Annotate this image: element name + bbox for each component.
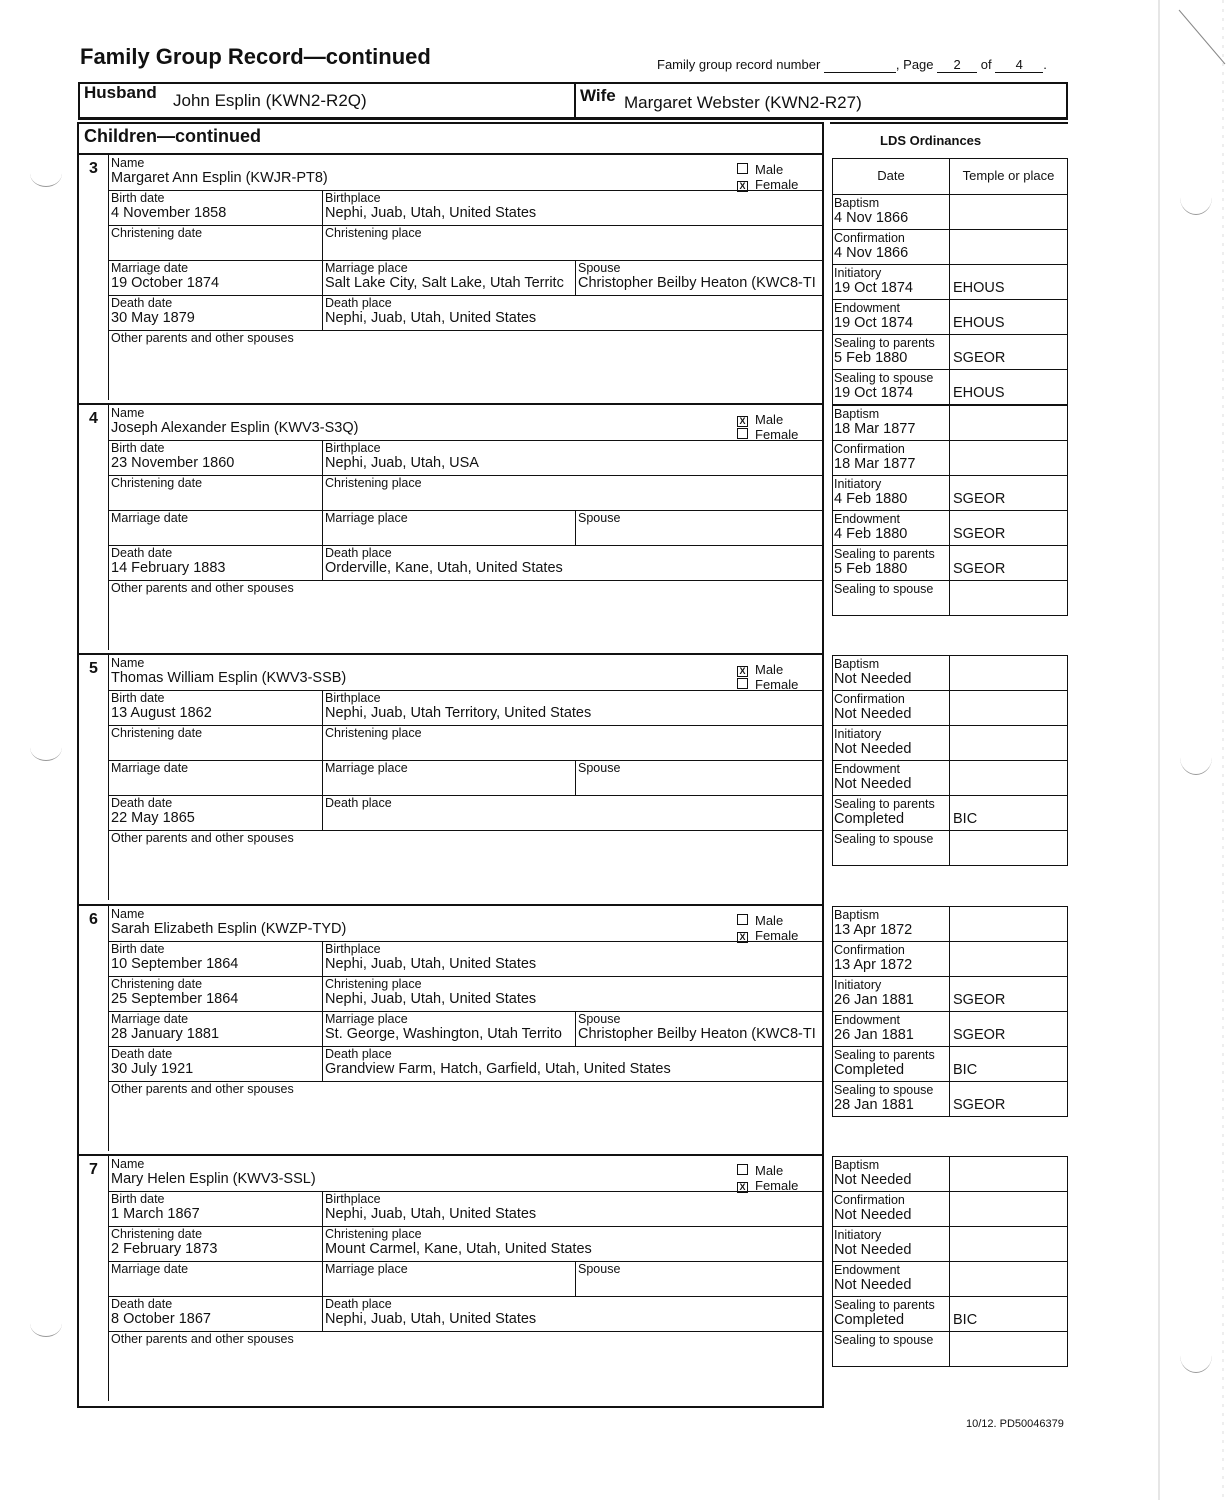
birthplace-value: Nephi, Juab, Utah, USA	[325, 456, 479, 471]
birthplace-value: Nephi, Juab, Utah, United States	[325, 206, 537, 221]
lds-head-right	[1067, 158, 1068, 194]
christening-place-label: Christening place	[325, 1227, 422, 1241]
death-date-label: Death date	[111, 1297, 173, 1311]
field-row-rule	[108, 1011, 822, 1012]
endowment-label: Endowment	[834, 1263, 901, 1277]
death-place-label: Death place	[325, 1047, 392, 1061]
child-name: Mary Helen Esplin (KWV3-SSL)	[111, 1172, 316, 1187]
death-place-value: Nephi, Juab, Utah, United States	[325, 1312, 537, 1327]
child-field-left-rule	[108, 155, 109, 400]
husband-wife-divider	[574, 82, 576, 120]
spouse-label: Spouse	[578, 761, 621, 775]
female-checkbox[interactable]	[737, 677, 798, 692]
spouse-label: Spouse	[578, 511, 621, 525]
female-checkbox-box[interactable]: X	[737, 181, 748, 192]
form-code: 10/12. PD50046379	[966, 1418, 1064, 1430]
death-date-value: 22 May 1865	[111, 811, 195, 826]
sealing-to-spouse-date: 28 Jan 1881	[834, 1098, 914, 1113]
male-label: Male	[755, 162, 784, 177]
lds-row-rule	[832, 1081, 1068, 1082]
lds-row-rule	[832, 725, 1068, 726]
female-checkbox-box[interactable]: X	[737, 1182, 748, 1193]
endowment-label: Endowment	[834, 301, 901, 315]
child-number: 5	[89, 660, 98, 677]
christening-place-value: Nephi, Juab, Utah, United States	[325, 992, 537, 1007]
lds-row-rule	[832, 1116, 1068, 1117]
female-label: Female	[755, 677, 799, 692]
lds-block-top-rule	[832, 194, 1068, 195]
birth-date-label: Birth date	[111, 441, 165, 455]
confirmation-date: Not Needed	[834, 707, 912, 722]
sealing-to-parents-label: Sealing to parents	[834, 1048, 935, 1062]
baptism-label: Baptism	[834, 908, 880, 922]
marriage-place-label: Marriage place	[325, 261, 408, 275]
confirmation-label: Confirmation	[834, 442, 905, 456]
birthplace-label: Birthplace	[325, 942, 381, 956]
birthplace-value: Nephi, Juab, Utah, United States	[325, 1207, 537, 1222]
sealing-to-spouse-date: 19 Oct 1874	[834, 386, 913, 401]
initiatory-place: SGEOR	[953, 993, 1006, 1008]
christening-date-value: 2 February 1873	[111, 1242, 218, 1257]
death-date-label: Death date	[111, 1047, 173, 1061]
male-checkbox-box[interactable]	[737, 914, 748, 925]
initiatory-label: Initiatory	[834, 978, 882, 992]
female-checkbox-box[interactable]	[737, 428, 748, 439]
male-checkbox[interactable]	[737, 913, 783, 928]
child-number: 4	[89, 410, 98, 427]
sealing-to-parents-place: BIC	[953, 812, 978, 827]
initiatory-label: Initiatory	[834, 266, 882, 280]
lds-block-top-rule	[832, 1156, 1068, 1157]
child-field-left-rule	[108, 1156, 109, 1401]
name-label: Name	[111, 156, 145, 170]
sealing-to-parents-label: Sealing to parents	[834, 547, 935, 561]
spouse-label: Spouse	[578, 1012, 621, 1026]
field-row-rule	[108, 225, 822, 226]
child-field-left-rule	[108, 405, 109, 650]
field-col-rule	[322, 190, 323, 330]
sealing-to-parents-place: BIC	[953, 1063, 978, 1078]
lds-row-rule	[832, 760, 1068, 761]
christening-date-label: Christening date	[111, 726, 203, 740]
sealing-to-parents-place: BIC	[953, 1313, 978, 1328]
lds-row-rule	[832, 941, 1068, 942]
field-row-rule	[108, 725, 822, 726]
husband-label: Husband	[84, 83, 157, 102]
other-parents-label: Other parents and other spouses	[111, 331, 294, 345]
child-block-top-rule	[79, 1154, 822, 1156]
sealing-to-parents-place: SGEOR	[953, 562, 1006, 577]
baptism-date: Not Needed	[834, 1173, 912, 1188]
sealing-to-spouse-place: SGEOR	[953, 1098, 1006, 1113]
baptism-date: 13 Apr 1872	[834, 923, 913, 938]
field-row-rule	[108, 260, 822, 261]
confirmation-label: Confirmation	[834, 692, 905, 706]
death-date-label: Death date	[111, 796, 173, 810]
endowment-place: SGEOR	[953, 1028, 1006, 1043]
page-number: 2	[937, 57, 977, 73]
death-place-value: Grandview Farm, Hatch, Garfield, Utah, United States	[325, 1062, 671, 1077]
sealing-to-parents-date: Completed	[834, 1313, 905, 1328]
child-name: Thomas William Esplin (KWV3-SSB)	[111, 671, 347, 686]
field-col-rule	[322, 440, 323, 580]
lds-row-rule	[832, 1331, 1068, 1332]
birthplace-label: Birthplace	[325, 1192, 381, 1206]
child-field-left-rule	[108, 655, 109, 900]
child-name: Joseph Alexander Esplin (KWV3-S3Q)	[111, 421, 359, 436]
baptism-date: Not Needed	[834, 672, 912, 687]
death-date-label: Death date	[111, 296, 173, 310]
female-checkbox[interactable]	[737, 1178, 798, 1193]
christening-date-label: Christening date	[111, 1227, 203, 1241]
christening-date-value: 25 September 1864	[111, 992, 239, 1007]
baptism-label: Baptism	[834, 196, 880, 210]
child-field-left-rule	[108, 906, 109, 1151]
record-number-label: Family group record number	[657, 57, 821, 72]
baptism-label: Baptism	[834, 407, 880, 421]
death-place-value: Orderville, Kane, Utah, United States	[325, 561, 563, 576]
lds-block-top-rule	[832, 655, 1068, 656]
female-label: Female	[755, 1178, 799, 1193]
field-row-rule	[108, 1296, 822, 1297]
child-block-top-rule	[79, 653, 822, 655]
sealing-to-parents-date: Completed	[834, 1063, 905, 1078]
page-label: , Page	[895, 57, 934, 72]
lds-row-rule	[832, 1191, 1068, 1192]
marriage-date-label: Marriage date	[111, 1262, 189, 1276]
confirmation-label: Confirmation	[834, 1193, 905, 1207]
sealing-to-spouse-label: Sealing to spouse	[834, 832, 934, 846]
birth-date-label: Birth date	[111, 191, 165, 205]
initiatory-label: Initiatory	[834, 1228, 882, 1242]
lds-row-rule	[832, 830, 1068, 831]
marriage-date-value: 19 October 1874	[111, 276, 220, 291]
initiatory-label: Initiatory	[834, 477, 882, 491]
initiatory-label: Initiatory	[834, 727, 882, 741]
female-checkbox[interactable]	[737, 928, 798, 943]
field-row-rule	[108, 795, 822, 796]
initiatory-date: 4 Feb 1880	[834, 492, 908, 507]
initiatory-date: Not Needed	[834, 742, 912, 757]
husband-name: John Esplin (KWN2-R2Q)	[173, 91, 367, 110]
field-row-rule	[108, 1191, 822, 1192]
page-title: Family Group Record—continued	[80, 44, 431, 69]
field-row-rule	[108, 1046, 822, 1047]
lds-row-rule	[832, 1261, 1068, 1262]
name-label: Name	[111, 656, 145, 670]
spouse-col-rule	[575, 760, 576, 795]
confirmation-label: Confirmation	[834, 231, 905, 245]
male-checkbox-box[interactable]	[737, 163, 748, 174]
birth-date-label: Birth date	[111, 1192, 165, 1206]
death-place-label: Death place	[325, 296, 392, 310]
marriage-date-value: 28 January 1881	[111, 1027, 220, 1042]
sealing-to-spouse-place: EHOUS	[953, 386, 1005, 401]
initiatory-date: 26 Jan 1881	[834, 993, 914, 1008]
birth-date-value: 1 March 1867	[111, 1207, 200, 1222]
child-number: 3	[89, 160, 98, 177]
female-checkbox-box[interactable]	[737, 678, 748, 689]
lds-row-rule	[832, 1366, 1068, 1367]
lds-row-rule	[832, 510, 1068, 511]
sealing-to-parents-date: Completed	[834, 812, 905, 827]
male-label: Male	[755, 913, 784, 928]
lds-row-rule	[832, 545, 1068, 546]
binder-hole	[30, 160, 62, 187]
lds-place-header: Temple or place	[962, 168, 1055, 183]
christening-date-label: Christening date	[111, 977, 203, 991]
endowment-label: Endowment	[834, 1013, 901, 1027]
christening-place-value: Mount Carmel, Kane, Utah, United States	[325, 1242, 592, 1257]
field-row-rule	[108, 1261, 822, 1262]
child-block-top-rule	[79, 904, 822, 906]
initiatory-place: EHOUS	[953, 281, 1005, 296]
name-label: Name	[111, 1157, 145, 1171]
christening-date-label: Christening date	[111, 476, 203, 490]
lds-block-top-rule	[832, 405, 1068, 406]
lds-row-rule	[832, 334, 1068, 335]
confirmation-date: 18 Mar 1877	[834, 457, 916, 472]
field-row-rule	[108, 760, 822, 761]
male-label: Male	[755, 412, 784, 427]
lds-row-rule	[832, 615, 1068, 616]
binder-hole	[30, 734, 62, 761]
children-frame-bottom	[77, 1406, 824, 1408]
field-col-rule	[322, 690, 323, 830]
field-row-rule	[108, 190, 822, 191]
marriage-place-label: Marriage place	[325, 1012, 408, 1026]
sealing-to-spouse-label: Sealing to spouse	[834, 582, 934, 596]
page-edge-sleeve	[1149, 0, 1229, 1500]
endowment-place: EHOUS	[953, 316, 1005, 331]
endowment-date: Not Needed	[834, 1278, 912, 1293]
field-row-rule	[108, 545, 822, 546]
death-place-value: Nephi, Juab, Utah, United States	[325, 311, 537, 326]
marriage-place-label: Marriage place	[325, 1262, 408, 1276]
endowment-place: SGEOR	[953, 527, 1006, 542]
marriage-date-label: Marriage date	[111, 1012, 189, 1026]
name-label: Name	[111, 907, 145, 921]
wife-name: Margaret Webster (KWN2-R27)	[624, 93, 862, 112]
marriage-date-label: Marriage date	[111, 761, 189, 775]
death-date-value: 30 May 1879	[111, 311, 195, 326]
birthplace-label: Birthplace	[325, 191, 381, 205]
children-section-title: Children—continued	[84, 126, 261, 146]
sealing-to-parents-label: Sealing to parents	[834, 336, 935, 350]
death-date-label: Death date	[111, 546, 173, 560]
child-name: Sarah Elizabeth Esplin (KWZP-TYD)	[111, 922, 347, 937]
birthplace-value: Nephi, Juab, Utah Territory, United States	[325, 706, 592, 721]
marriage-place-value: St. George, Washington, Utah Territo	[325, 1027, 562, 1042]
child-name: Margaret Ann Esplin (KWJR-PT8)	[111, 171, 328, 186]
spouse-label: Spouse	[578, 261, 621, 275]
death-date-value: 14 February 1883	[111, 561, 226, 576]
death-place-label: Death place	[325, 796, 392, 810]
lds-row-rule	[832, 264, 1068, 265]
sealing-to-parents-label: Sealing to parents	[834, 797, 935, 811]
baptism-label: Baptism	[834, 657, 880, 671]
lds-row-rule	[832, 865, 1068, 866]
endowment-date: 19 Oct 1874	[834, 316, 913, 331]
male-checkbox-box[interactable]: X	[737, 666, 748, 677]
lds-block-top-rule	[832, 906, 1068, 907]
initiatory-date: Not Needed	[834, 1243, 912, 1258]
other-parents-label: Other parents and other spouses	[111, 581, 294, 595]
child-number: 7	[89, 1161, 98, 1178]
birthplace-label: Birthplace	[325, 441, 381, 455]
wife-label: Wife	[580, 86, 616, 105]
female-label: Female	[755, 177, 799, 192]
christening-place-label: Christening place	[325, 977, 422, 991]
endowment-date: Not Needed	[834, 777, 912, 792]
sealing-to-parents-date: 5 Feb 1880	[834, 562, 908, 577]
birth-date-label: Birth date	[111, 942, 165, 956]
female-checkbox-box[interactable]: X	[737, 932, 748, 943]
lds-row-rule	[832, 299, 1068, 300]
lds-date-header: Date	[877, 168, 905, 183]
page-indicator: Family group record number , Page 2 of 4 .	[657, 57, 1047, 72]
female-checkbox[interactable]	[737, 427, 798, 442]
male-checkbox-box[interactable]	[737, 1164, 748, 1175]
birth-date-label: Birth date	[111, 691, 165, 705]
lds-row-rule	[832, 795, 1068, 796]
birth-date-value: 10 September 1864	[111, 957, 239, 972]
marriage-date-label: Marriage date	[111, 511, 189, 525]
endowment-label: Endowment	[834, 762, 901, 776]
lds-row-rule	[832, 475, 1068, 476]
birthplace-value: Nephi, Juab, Utah, United States	[325, 957, 537, 972]
lds-row-rule	[832, 1011, 1068, 1012]
marriage-place-label: Marriage place	[325, 511, 408, 525]
lds-row-rule	[832, 1226, 1068, 1227]
field-row-rule	[108, 510, 822, 511]
baptism-date: 4 Nov 1866	[834, 211, 909, 226]
confirmation-date: Not Needed	[834, 1208, 912, 1223]
female-checkbox[interactable]	[737, 177, 798, 192]
baptism-date: 18 Mar 1877	[834, 422, 916, 437]
male-checkbox[interactable]	[737, 1163, 783, 1178]
endowment-date: 4 Feb 1880	[834, 527, 908, 542]
male-label: Male	[755, 662, 784, 677]
confirmation-date: 4 Nov 1866	[834, 246, 909, 261]
lds-row-rule	[832, 976, 1068, 977]
baptism-label: Baptism	[834, 1158, 880, 1172]
lds-row-rule	[832, 690, 1068, 691]
christening-date-label: Christening date	[111, 226, 203, 240]
field-row-rule	[108, 941, 822, 942]
female-label: Female	[755, 928, 799, 943]
child-block-top-rule	[79, 403, 822, 405]
other-parents-label: Other parents and other spouses	[111, 831, 294, 845]
child-block-top-rule	[79, 153, 822, 155]
sealing-to-parents-date: 5 Feb 1880	[834, 351, 908, 366]
christening-place-label: Christening place	[325, 226, 422, 240]
endowment-date: 26 Jan 1881	[834, 1028, 914, 1043]
field-row-rule	[108, 690, 822, 691]
lds-row-rule	[832, 580, 1068, 581]
lds-row-rule	[832, 440, 1068, 441]
name-label: Name	[111, 406, 145, 420]
christening-place-label: Christening place	[325, 476, 422, 490]
spouse-value: Christopher Beilby Heaton (KWC8-TI	[578, 276, 816, 291]
spouse-col-rule	[575, 1011, 576, 1046]
initiatory-date: 19 Oct 1874	[834, 281, 913, 296]
of-label: of	[980, 57, 992, 72]
lds-ordinances-title: LDS Ordinances	[880, 133, 982, 148]
other-parents-label: Other parents and other spouses	[111, 1332, 294, 1346]
birth-date-value: 13 August 1862	[111, 706, 212, 721]
field-row-rule	[108, 475, 822, 476]
male-checkbox[interactable]	[737, 662, 783, 677]
child-number: 6	[89, 911, 98, 928]
lds-row-rule	[832, 1296, 1068, 1297]
marriage-date-label: Marriage date	[111, 261, 189, 275]
sealing-to-spouse-label: Sealing to spouse	[834, 1333, 934, 1347]
field-col-rule	[322, 941, 323, 1081]
confirmation-date: 13 Apr 1872	[834, 958, 913, 973]
initiatory-place: SGEOR	[953, 492, 1006, 507]
record-number-field	[824, 57, 896, 73]
christening-place-label: Christening place	[325, 726, 422, 740]
death-place-label: Death place	[325, 1297, 392, 1311]
male-checkbox-box[interactable]: X	[737, 416, 748, 427]
marriage-place-label: Marriage place	[325, 761, 408, 775]
page-total: 4	[995, 57, 1043, 73]
lds-row-rule	[832, 229, 1068, 230]
spouse-col-rule	[575, 260, 576, 295]
field-row-rule	[108, 1226, 822, 1227]
field-row-rule	[108, 440, 822, 441]
death-place-label: Death place	[325, 546, 392, 560]
marriage-place-value: Salt Lake City, Salt Lake, Utah Territc	[325, 276, 564, 291]
birthplace-label: Birthplace	[325, 691, 381, 705]
spouse-col-rule	[575, 1261, 576, 1296]
children-frame-right	[822, 122, 824, 1408]
death-date-value: 30 July 1921	[111, 1062, 194, 1077]
sealing-to-parents-label: Sealing to parents	[834, 1298, 935, 1312]
lds-top-rule	[830, 122, 1068, 124]
spouse-col-rule	[575, 510, 576, 545]
death-date-value: 8 October 1867	[111, 1312, 211, 1327]
field-row-rule	[108, 295, 822, 296]
birth-date-value: 4 November 1858	[111, 206, 227, 221]
male-checkbox[interactable]	[737, 412, 783, 427]
female-label: Female	[755, 427, 799, 442]
children-frame-left	[77, 122, 79, 1408]
endowment-label: Endowment	[834, 512, 901, 526]
spouse-value: Christopher Beilby Heaton (KWC8-TI	[578, 1027, 816, 1042]
field-col-rule	[322, 1191, 323, 1331]
binder-hole	[30, 1310, 62, 1337]
spouse-label: Spouse	[578, 1262, 621, 1276]
children-top-rule	[78, 122, 824, 124]
birth-date-value: 23 November 1860	[111, 456, 235, 471]
lds-row-rule	[832, 1046, 1068, 1047]
male-checkbox[interactable]	[737, 162, 783, 177]
sealing-to-parents-place: SGEOR	[953, 351, 1006, 366]
field-row-rule	[108, 976, 822, 977]
lds-row-rule	[832, 369, 1068, 370]
sealing-to-spouse-label: Sealing to spouse	[834, 371, 934, 385]
sealing-to-spouse-label: Sealing to spouse	[834, 1083, 934, 1097]
confirmation-label: Confirmation	[834, 943, 905, 957]
other-parents-label: Other parents and other spouses	[111, 1082, 294, 1096]
male-label: Male	[755, 1163, 784, 1178]
lds-head-top	[832, 158, 1068, 159]
